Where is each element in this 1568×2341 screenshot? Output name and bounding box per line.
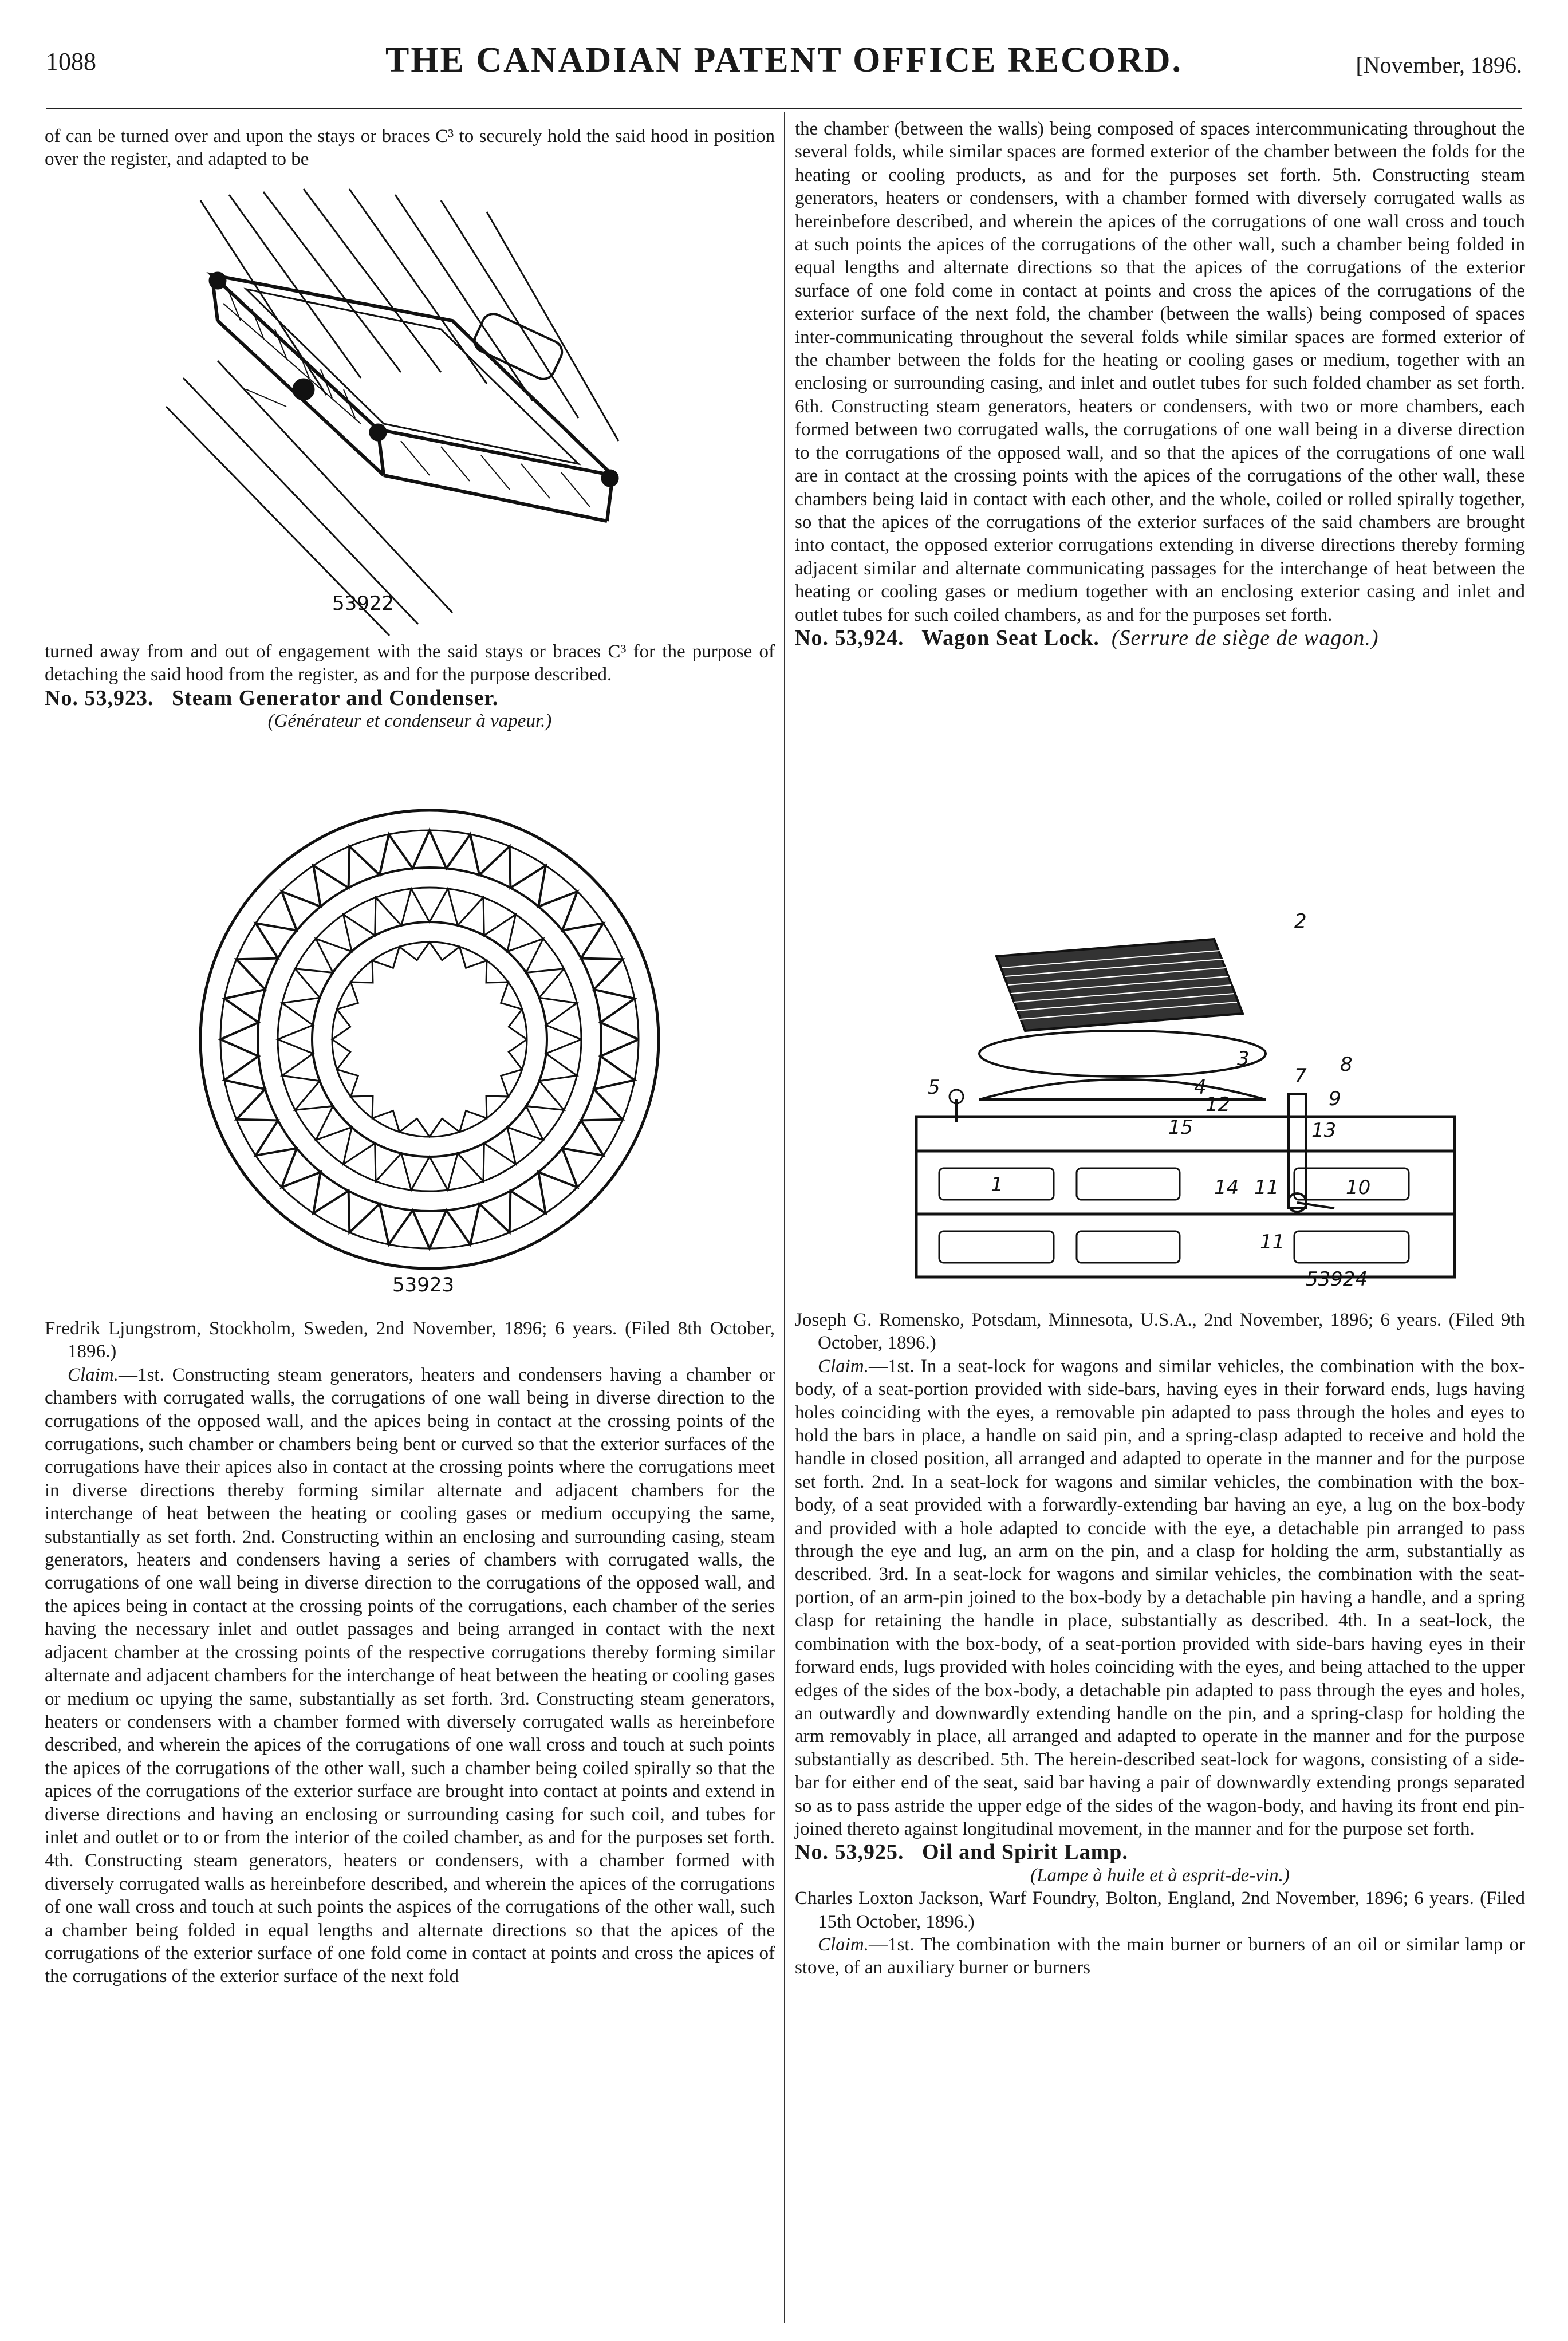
fig-number-1: 1 bbox=[991, 1173, 1003, 1196]
fig-number-12: 12 bbox=[1205, 1093, 1231, 1116]
fig-number-8: 8 bbox=[1340, 1053, 1353, 1076]
claim-text: —1st. Constructing steam generators, heaters and condensers having a chamber or chambers with corrugated walls, the corrugations of one wall being in diverse direction to the corrugations of the opposed wall, and the apices being in contact at the crossing points of the corrugations, such chamber or chambers being bent or curved so that the exterior surfaces of the corrugations have their apices also in contact at the crossing points where the corrugations meet in diverse directions thereby forming similar alternate and adjacent chambers for the interchange of heat between the heating or cooling gases or medium occupying the same, substantially as set forth. 2nd. Constructing within an enclosing and surrounding casing, steam generators, heaters and condensers having a series of chambers with corrugated walls, the corrugations of one wall being in diverse direction to the corrugations of the opposed wall, and the apices being in contact at the crossing points of the corrugations, each chamber of the series having the necessary inlet and outlet passages and being arranged in contact with the next adjacent chamber at the crossing points of the respective corrugations thereby forming similar alternate and adjacent chambers for the interchange of heat between the heating or cooling gases or medium oc upying the same, substantially as set forth. 3rd. Constructing steam generators, heaters or condensers with a chamber formed with diversely corrugated walls as hereinbefore described, and wherein the apices of the corrugations of one wall cross and touch at such points the apices of the corrugations of the other wall, such a chamber being coiled spirally so that the apices of the corrugations of the exterior surface are brought into contact at points and extend in diverse directions and having an enclosing or surrounding casing for such coil, and tubes for inlet and outlet or to or from the interior of the coiled chamber, as and for the purposes set forth. 4th. Constructing steam generators, heaters or condensers, with a chamber formed with diversely corrugated walls as hereinbefore described, and wherein the apices of the corrugations of one wall cross and touch at such points the aspices of the corrugations of the other wall, such a chamber being folded in equal lengths and alternate directions so that the apices of the corrugations of the exterior surface of one fold come in contact at points and cross the apices of the corrugations of the exterior surface of the next fold bbox=[45, 1364, 775, 1987]
figure-53924 bbox=[893, 910, 1466, 1291]
patent-heading-53923 bbox=[45, 687, 775, 710]
inventor-line: Charles Loxton Jackson, Warf Foundry, Bolton, England, 2nd November, 1896; 6 years. (Filed 15th October, 1896.) bbox=[795, 1888, 1525, 1932]
figure-53923 bbox=[160, 793, 699, 1297]
fig-number-3: 3 bbox=[1237, 1047, 1250, 1070]
page-number: 1088 bbox=[46, 48, 96, 76]
right-column-patent-53924-body bbox=[795, 1309, 1525, 1980]
page-header bbox=[46, 34, 1522, 86]
continued-text: of can be turned over and upon the stays or braces C³ to securely hold the said hood in position over the register, and adapted to be bbox=[45, 126, 775, 170]
left-column-after-fig1 bbox=[45, 640, 775, 733]
issue-date: [November, 1896. bbox=[1356, 52, 1522, 78]
fig-number-11: 11 bbox=[1254, 1176, 1279, 1199]
right-column-top bbox=[795, 117, 1525, 649]
figure-number-label: 53923 bbox=[392, 1274, 455, 1296]
fig-number-13: 13 bbox=[1311, 1119, 1337, 1142]
patent-number: No. 53,925. bbox=[795, 1840, 904, 1865]
figure-number-label: 53922 bbox=[332, 592, 395, 615]
inventor-line: Joseph G. Romensko, Potsdam, Minnesota, U.S.A., 2nd November, 1896; 6 years. (Filed 9th October, 1896.) bbox=[795, 1310, 1525, 1354]
figure-number-label: 53924 bbox=[1306, 1268, 1368, 1291]
fig-number-10: 10 bbox=[1346, 1176, 1371, 1199]
fig-number-7: 7 bbox=[1294, 1065, 1307, 1087]
figure-53922 bbox=[132, 189, 681, 636]
fig-number-2: 2 bbox=[1294, 910, 1307, 933]
column-divider bbox=[784, 112, 785, 2323]
fig-number-5: 5 bbox=[928, 1076, 940, 1099]
continued-claim-text: the chamber (between the walls) being composed of spaces intercommunicating throughout the several folds, while similar spaces are formed exterior of the chamber between the folds for the heating or cooling products, as and for the purposes set forth. 5th. Constructing steam generators, heaters or condensers, with a chamber formed with diversely corrugated walls as hereinbefore described, and wherein the apices of the corrugations of one wall cross and touch at such points the apices of the corrugations of the other wall, such a chamber being folded in equal lengths and alternate directions so that the apices of the corrugations of the exterior surface of one fold come in contact at points and cross the apices of the corrugations of the exterior surface of the next fold, the chamber (between the walls) being composed of spaces inter-communicating throughout the several folds while similar spaces are formed exterior of the chamber between the folds for the heating or cooling gases or medium, together with an enclosing or surrounding casing, and inlet and outlet tubes for such folded chamber as set forth. 6th. Constructing steam generators, heaters or condensers, with two or more chambers, each formed between two corrugated walls, the corrugations of one wall being in a diverse direction to the corrugations of the opposed wall, and so that the apices of the corrugations of one wall are in contact at the crossing points with the apices of the corrugations of the other wall, these chambers being laid in contact with each other, and the whole, coiled or rolled spirally together, so that the apices of the corrugations of the exterior surfaces of the said chambers are brought into contact, the opposed exterior corrugations extending in diverse directions thereby forming adjacent similar and alternate communicating passages for the interchange of heat between the heating or cooling gases or medium together with an enclosing exterior casing and inlet and outlet tubes for such coiled chambers, as and for the purposes set forth. bbox=[795, 119, 1525, 625]
patent-number: No. 53,923. bbox=[45, 685, 154, 710]
patent-french-title: (Serrure de siège de wagon.) bbox=[1111, 625, 1379, 650]
header-rule bbox=[46, 108, 1522, 109]
patent-title: Steam Generator and Condenser. bbox=[171, 685, 499, 710]
patent-heading-53925 bbox=[795, 1841, 1525, 1863]
fig-number-14: 14 bbox=[1214, 1176, 1239, 1199]
patent-title: Oil and Spirit Lamp. bbox=[921, 1840, 1128, 1865]
claim-text: —1st. In a seat-lock for wagons and similar vehicles, the combination with the box-body, of a seat-portion provided with side-bars, having eyes in their forward ends, lugs having holes coinciding with the eyes, a removable pin adapted to pass through the holes and eyes to hold the bars in place, a handle on said pin, and a spring-clasp adapted to receive and hold the handle in closed position, all arranged and adapted to operate in the manner and for the purpose set forth. 2nd. In a seat-lock for wagons and similar vehicles, the combination with the box-body, of a seat provided with a forwardly-extending bar having an eye, a lug on the box-body and provided with a hole adapted to concide with the eye, a detachable pin arranged to pass through the eye and lug, an arm on the pin, and a clasp for holding the arm, substantially as described. 3rd. In a seat-lock for wagons and similar vehicles, the combination with the seat-portion, of an arm-pin joined to the box-body by a detachable pin having a handle, and a spring clasp for retaining the handle in place, substantially as described. 4th. In a seat-lock, the combination with the box-body, of a seat-portion provided with side-bars having eyes in their forward ends, lugs provided with holes coinciding with the eyes, and being attached to the upper edges of the sides of the box-body, a detachable pin adapted to pass through the eyes and holes, an outwardly and downwardly extending handle on the pin, and a spring-clasp for holding the arm removably in place, all arranged and adapted to operate in the manner and for the purpose substantially as described. 5th. The herein-described seat-lock for wagons, consisting of a side-bar for either end of the seat, said bar having a pair of downwardly extending prongs separated so as to pass astride the upper edge of the sides of the wagon-body, and having its front end pin-joined thereto against longitudinal movement, in the manner and for the purpose set forth. bbox=[795, 1355, 1525, 1839]
patent-number: No. 53,924. bbox=[795, 625, 904, 650]
claim-text: —1st. The combination with the main burner or burners of an oil or similar lamp or stove, of an auxiliary burner or burners bbox=[795, 1934, 1525, 1979]
left-column-intro bbox=[45, 125, 775, 171]
left-column-patent-53923-body bbox=[45, 1317, 775, 1988]
claim-label: Claim. bbox=[818, 1355, 869, 1377]
running-title: THE CANADIAN PATENT OFFICE RECORD. bbox=[385, 41, 1183, 80]
claim-label: Claim. bbox=[818, 1934, 869, 1955]
patent-french-title: (Lampe à huile et à esprit-de-vin.) bbox=[1030, 1865, 1290, 1886]
patent-title: Wagon Seat Lock. bbox=[921, 625, 1100, 650]
fig-number-4: 4 bbox=[1194, 1076, 1207, 1099]
patent-french-title: (Générateur et condenseur à vapeur.) bbox=[267, 711, 552, 732]
patent-heading-53924 bbox=[795, 626, 1525, 649]
claim-label: Claim. bbox=[68, 1364, 119, 1385]
continued-text-2: turned away from and out of engagement with the said stays or braces C³ for the purpose of detaching the said hood from the register, as and for the purpose described. bbox=[45, 641, 775, 685]
fig-number-11b: 11 bbox=[1260, 1231, 1285, 1254]
fig-number-9: 9 bbox=[1329, 1087, 1341, 1110]
inventor-line: Fredrik Ljungstrom, Stockholm, Sweden, 2nd November, 1896; 6 years. (Filed 8th October, 1896.) bbox=[45, 1318, 775, 1362]
fig-number-15: 15 bbox=[1168, 1116, 1193, 1139]
